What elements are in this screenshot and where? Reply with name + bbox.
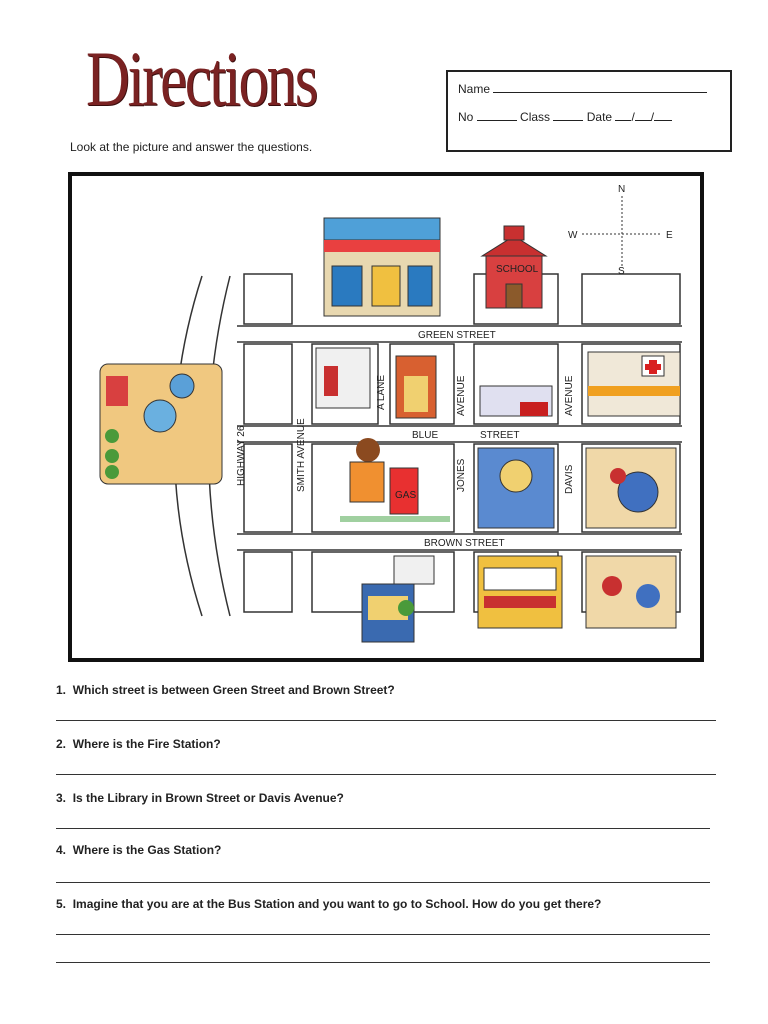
question-2: 2. Where is the Fire Station?	[56, 737, 221, 751]
class-label: Class	[520, 110, 551, 124]
avenue-label-1: AVENUE	[456, 375, 467, 416]
date-year-field[interactable]	[654, 110, 672, 121]
date-separator: /	[650, 110, 655, 124]
date-day-field[interactable]	[615, 110, 631, 121]
question-5: 5. Imagine that you are at the Bus Station and you want to go to School. How do you get there?	[56, 897, 602, 911]
class-field[interactable]	[553, 110, 583, 121]
date-month-field[interactable]	[635, 110, 651, 121]
supermarket-illustration	[324, 218, 440, 316]
map-drawing	[72, 176, 700, 658]
row2-right-illustrations	[478, 448, 676, 528]
compass-west: W	[568, 230, 578, 241]
compass-south: S	[618, 266, 625, 277]
name-row	[458, 82, 707, 96]
answer-line-3[interactable]	[56, 828, 710, 829]
instructions: Look at the picture and answer the questions.	[70, 140, 313, 154]
green-street-label: GREEN STREET	[418, 330, 496, 341]
brown-street-label: BROWN STREET	[424, 538, 505, 549]
question-3: 3. Is the Library in Brown Street or Davis Avenue?	[56, 791, 344, 805]
smith-avenue-label: SMITH AVENUE	[296, 418, 307, 492]
answer-line-5b[interactable]	[56, 962, 710, 963]
a-lane-label: A LANE	[376, 374, 387, 410]
highway-26-label: HIGHWAY 26	[236, 425, 247, 486]
school-illustration	[482, 226, 546, 308]
school-sign: SCHOOL	[496, 264, 539, 275]
no-field[interactable]	[477, 110, 517, 121]
park-illustration	[100, 364, 222, 484]
student-info-box	[446, 70, 732, 152]
date-separator: /	[631, 110, 635, 124]
davis-label: DAVIS	[564, 464, 575, 494]
name-field[interactable]	[493, 82, 707, 93]
page-title: Directions	[86, 35, 317, 122]
no-class-date-row	[458, 110, 672, 124]
question-1: 1. Which street is between Green Street and Brown Street?	[56, 683, 395, 697]
blue-street-label-2: STREET	[480, 430, 520, 441]
jones-label: JONES	[456, 458, 467, 492]
row3-illustrations	[362, 556, 676, 642]
avenue-label-2: AVENUE	[564, 375, 575, 416]
question-4: 4. Where is the Gas Station?	[56, 843, 222, 857]
no-label: No	[458, 110, 474, 124]
compass-north: N	[618, 184, 626, 195]
date-label: Date	[586, 110, 613, 124]
compass-rose	[568, 184, 673, 277]
answer-line-1[interactable]	[56, 720, 716, 721]
answer-line-4[interactable]	[56, 882, 710, 883]
answer-line-2[interactable]	[56, 774, 716, 775]
town-map	[68, 172, 704, 662]
answer-line-5a[interactable]	[56, 934, 710, 935]
gas-pump-sign: GAS	[395, 490, 417, 501]
compass-east: E	[666, 230, 673, 241]
blue-street-label: BLUE	[412, 430, 439, 441]
name-label: Name	[458, 82, 491, 96]
